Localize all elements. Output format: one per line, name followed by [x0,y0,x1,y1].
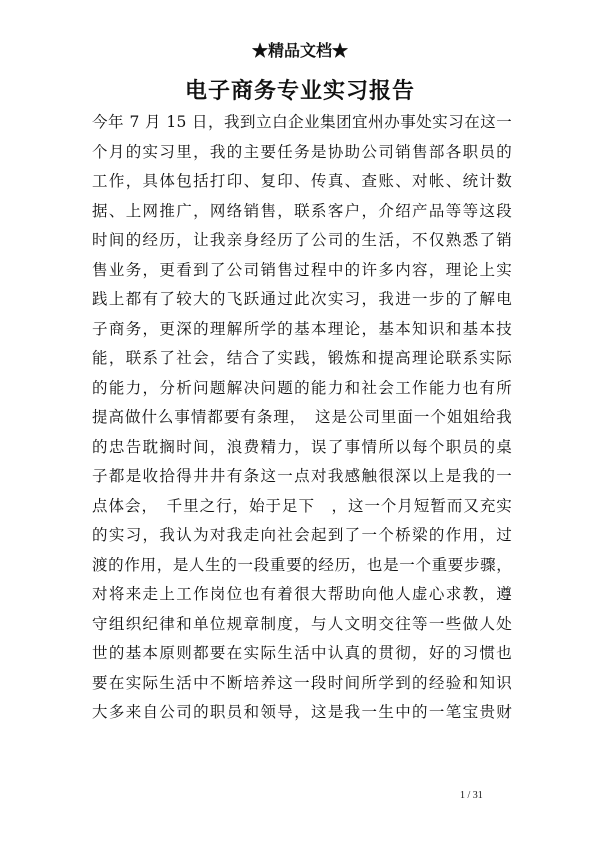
body-line: 对将来走上工作岗位也有着很大帮助向他人虚心求教，遵 [92,585,512,603]
document-body [92,108,512,728]
body-line: 大多来自公司的职员和领导，这是我一生中的一笔宝贵财 [92,703,512,721]
body-line: 据、上网推广，网络销售，联系客户，介绍产品等等这段 [92,201,512,220]
body-line: 的能力，分析问题解决问题的能力和社会工作能力也有所 [92,378,512,397]
document-header-label: ★精品文档★ [251,41,348,60]
body-line: 的忠告耽搁时间，浪费精力，误了事情所以每个职员的桌 [92,437,512,456]
body-line: 守组织纪律和单位规章制度，与人文明交往等一些做人处 [92,614,512,633]
body-line: 时间的经历，让我亲身经历了公司的生活，不仅熟悉了销 [92,231,512,249]
document-title: 电子商务专业实习报告 [184,78,415,104]
body-line: 工作，具体包括打印、复印、传真、查账、对帐、统计数 [92,172,512,190]
body-line: 售业务，更看到了公司销售过程中的许多内容，理论上实 [92,260,512,279]
body-line: 的实习，我认为对我走向社会起到了一个桥梁的作用，过 [92,526,512,544]
body-line: 今年 7 月 15 日，我到立白企业集团宜州办事处实习在这一 [92,113,512,131]
page-number: 1 / 31 [460,790,483,801]
body-line: 个月的实习里，我的主要任务是协助公司销售部各职员的 [92,142,512,161]
body-line: 提高做什么事情都要有条理， 这是公司里面一个姐姐给我 [92,408,512,426]
body-line: 践上都有了较大的飞跃通过此次实习，我进一步的了解电 [92,290,512,308]
body-line: 能，联系了社会，结合了实践，锻炼和提高理论联系实际 [92,349,512,367]
body-line: 世的基本原则都要在实际生活中认真的贯彻，好的习惯也 [92,644,512,662]
body-line: 渡的作用，是人生的一段重要的经历，也是一个重要步骤， [92,555,512,574]
body-line: 点体会， 千里之行，始于足下 ，这一个月短暂而又充实 [92,496,512,515]
body-line: 子商务，更深的理解所学的基本理论，基本知识和基本技 [92,319,512,338]
body-line: 子都是收拾得井井有条这一点对我感触很深以上是我的一 [92,467,512,485]
body-line: 要在实际生活中不断培养这一段时间所学到的经验和知识 [92,673,512,692]
